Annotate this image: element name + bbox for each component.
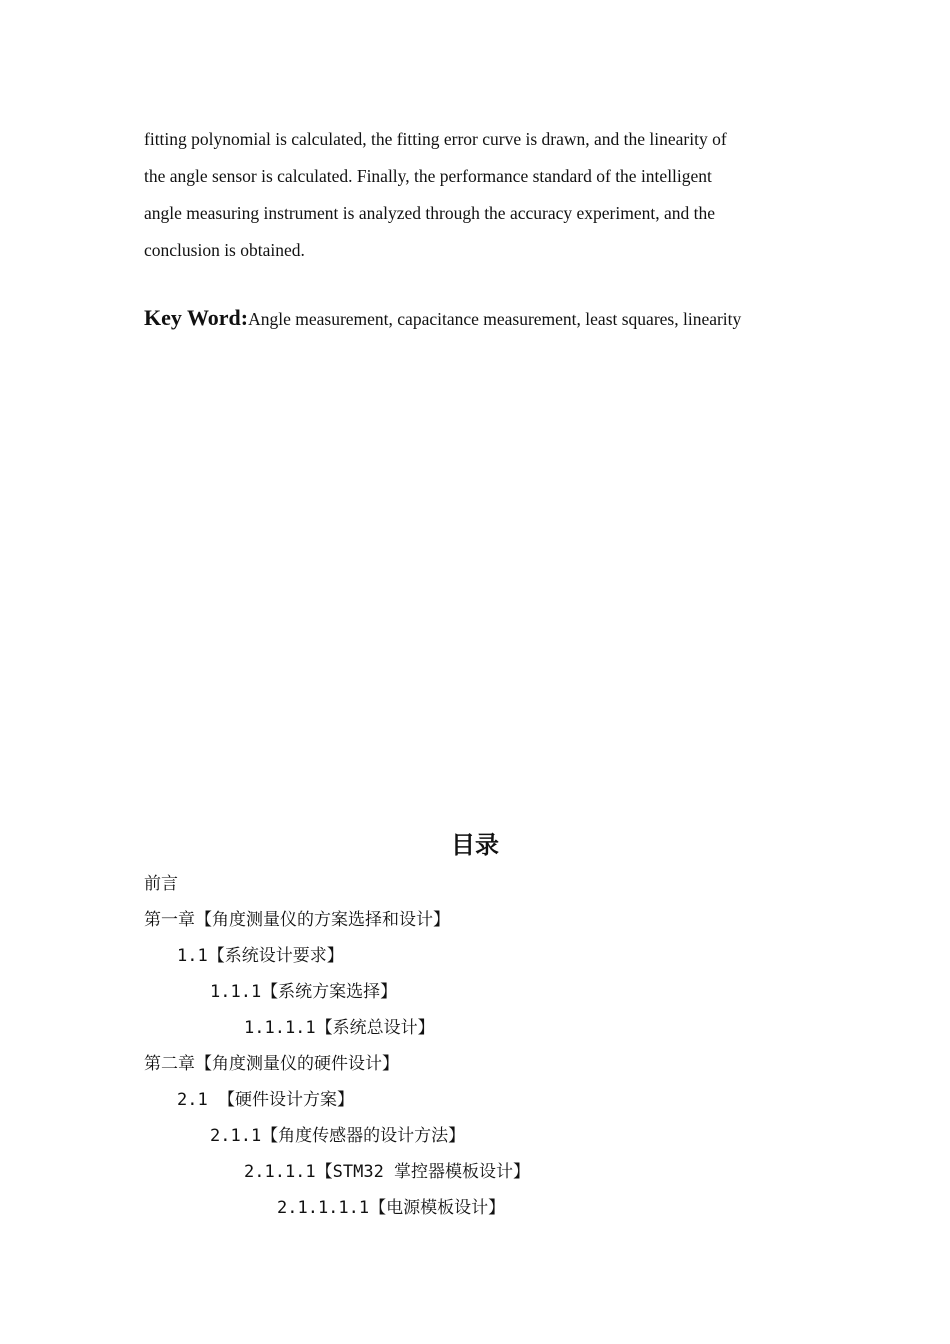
abstract-line: fitting polynomial is calculated, the fitting error curve is drawn, and the linearity of (144, 129, 727, 149)
keywords-line (144, 305, 741, 331)
toc-entry-1-1-1[interactable]: 1.1.1【系统方案选择】 (210, 982, 398, 1002)
toc-entry-2-1-1[interactable]: 2.1.1【角度传感器的设计方法】 (210, 1126, 466, 1146)
toc-entry-preface[interactable]: 前言 (144, 874, 178, 894)
toc-entry-1-1[interactable]: 1.1【系统设计要求】 (177, 946, 344, 966)
toc-entry-chapter-1[interactable]: 第一章【角度测量仪的方案选择和设计】 (144, 910, 450, 930)
toc-entry-1-1-1-1[interactable]: 1.1.1.1【系统总设计】 (244, 1018, 435, 1038)
abstract-line: conclusion is obtained. (144, 240, 305, 260)
toc-entry-2-1-1-1[interactable]: 2.1.1.1【STM32 掌控器模板设计】 (244, 1162, 531, 1182)
keywords-text: Angle measurement, capacitance measurement, least squares, linearity (248, 309, 742, 329)
abstract-paragraph (144, 121, 814, 269)
abstract-line: the angle sensor is calculated. Finally, the performance standard of the intelligent (144, 166, 712, 186)
toc-entry-2-1-1-1-1[interactable]: 2.1.1.1.1【电源模板设计】 (277, 1198, 506, 1218)
keywords-label: Key Word: (144, 305, 249, 330)
abstract-line: angle measuring instrument is analyzed through the accuracy experiment, and the (144, 203, 715, 223)
table-of-contents (144, 866, 530, 1226)
toc-entry-2-1[interactable]: 2.1 【硬件设计方案】 (177, 1090, 354, 1110)
toc-title: 目录 (451, 831, 499, 859)
toc-entry-chapter-2[interactable]: 第二章【角度测量仪的硬件设计】 (144, 1054, 399, 1074)
